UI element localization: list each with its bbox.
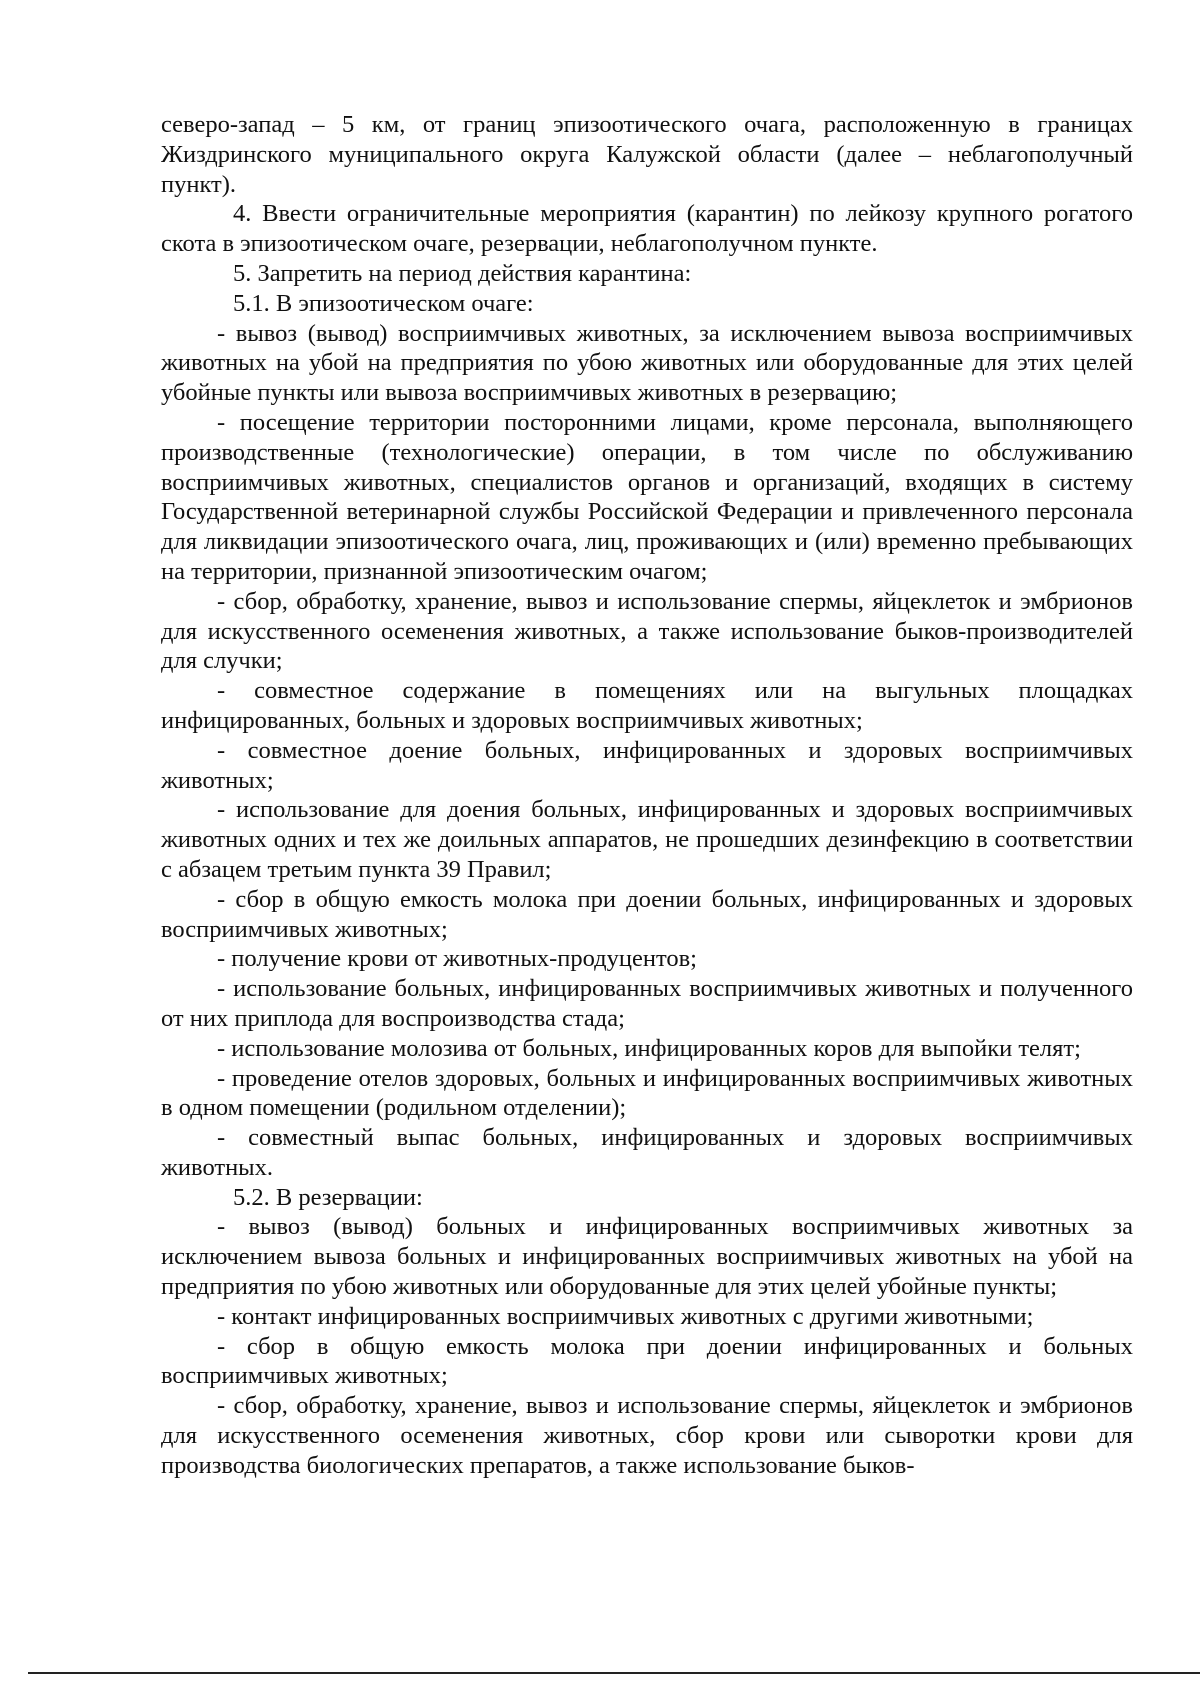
paragraph-p04: 5.1. В эпизоотическом очаге: bbox=[233, 289, 534, 317]
paragraph-p15: - проведение отелов здоровых, больных и инфицированных восприимчивых животных в одном помещении (родильном отделении); bbox=[161, 1064, 1133, 1122]
paragraph-p11: - сбор в общую емкость молока при доении больных, инфицированных и здоровых восприимчивых животных; bbox=[161, 885, 1133, 943]
paragraph-p05: - вывоз (вывод) восприимчивых животных, за исключением вывоза восприимчивых животных на убой на предприятия по убою животных или оборудованные для этих целей убойные пункты или вывоза восприимчивых животных в резервацию; bbox=[161, 319, 1133, 407]
paragraph-p19: - контакт инфицированных восприимчивых животных с другими животными; bbox=[217, 1302, 1034, 1330]
document-body bbox=[161, 110, 1133, 1481]
paragraph-p12: - получение крови от животных-продуцентов; bbox=[217, 945, 697, 973]
paragraph-p10: - использование для доения больных, инфицированных и здоровых восприимчивых животных одних и тех же доильных аппаратов, не прошедших дезинфекцию в соответствии с абзацем третьим пункта 39 Правил; bbox=[161, 796, 1133, 883]
paragraph-p08: - совместное содержание в помещениях или на выгульных площадках инфицированных, больных и здоровых восприимчивых животных; bbox=[161, 677, 1133, 734]
paragraph-p06: - посещение территории посторонними лицами, кроме персонала, выполняющего производственные (технологические) операции, в том числе по обслуживанию восприимчивых животных, специалистов органов и организаций, входящих в систему Государственной ветеринарной службы Российской Федерации и привлеченного персонала для ликвидации эпизоотического очага, лиц, проживающих и (или) временно пребывающих на территории, признанной эпизоотическим очагом; bbox=[161, 408, 1133, 585]
paragraph-p09: - совместное доение больных, инфицированных и здоровых восприимчивых животных; bbox=[161, 736, 1133, 794]
paragraph-p14: - использование молозива от больных, инфицированных коров для выпойки телят; bbox=[217, 1034, 1081, 1062]
paragraph-p20: - сбор в общую емкость молока при доении инфицированных и больных восприимчивых животных; bbox=[161, 1332, 1133, 1390]
bottom-rule bbox=[28, 1672, 1200, 1674]
paragraph-p18: - вывоз (вывод) больных и инфицированных восприимчивых животных за исключением вывоза больных и инфицированных восприимчивых животных на убой на предприятия по убою животных или оборудованные для этих целей убойные пункты; bbox=[161, 1213, 1133, 1301]
paragraph-p16: - совместный выпас больных, инфицированных и здоровых восприимчивых животных. bbox=[161, 1124, 1133, 1181]
paragraph-p07: - сбор, обработку, хранение, вывоз и использование спермы, яйцеклеток и эмбрионов для искусственного осеменения животных, а также использование быков-производителей для случки; bbox=[161, 587, 1133, 675]
paragraph-p02: 4. Ввести ограничительные мероприятия (карантин) по лейкозу крупного рогатого скота в эпизоотическом очаге, резервации, неблагополучном пункте. bbox=[161, 200, 1133, 258]
paragraph-p21: - сбор, обработку, хранение, вывоз и использование спермы, яйцеклеток и эмбрионов для искусственного осеменения животных, сбор крови или сыворотки крови для производства биологических препаратов, а также использование быков- bbox=[161, 1392, 1133, 1479]
paragraph-p17: 5.2. В резервации: bbox=[233, 1183, 423, 1211]
paragraph-p03: 5. Запретить на период действия карантина: bbox=[233, 259, 692, 287]
paragraph-p01: северо-запад – 5 км, от границ эпизоотического очага, расположенную в границах Жиздринского муниципального округа Калужской области (далее – неблагополучный пункт). bbox=[161, 111, 1133, 198]
paragraph-p13: - использование больных, инфицированных восприимчивых животных и полученного от них приплода для воспроизводства стада; bbox=[161, 975, 1133, 1032]
